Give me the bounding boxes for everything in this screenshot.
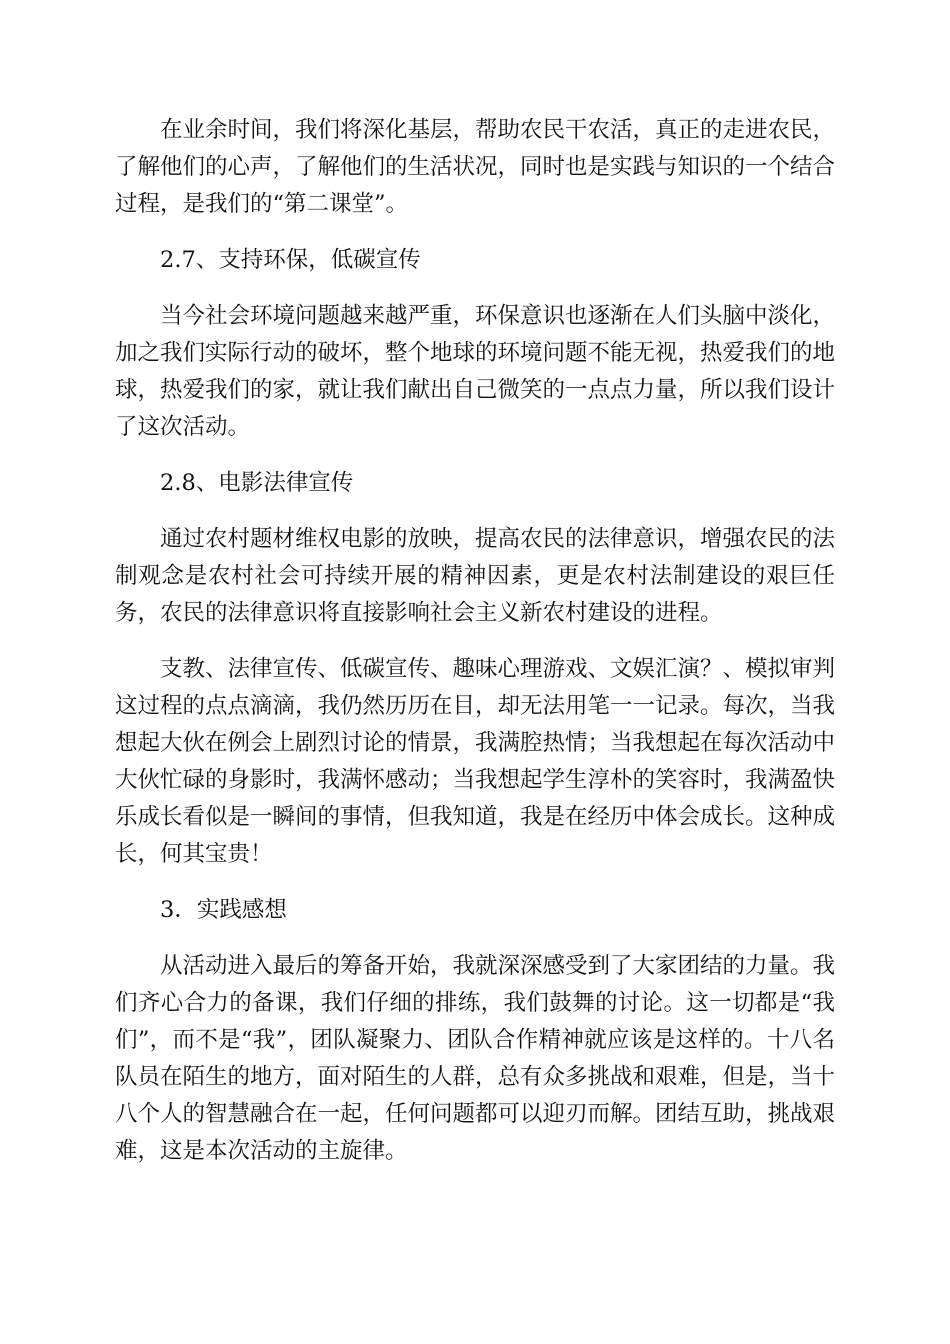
document-body bbox=[115, 112, 835, 1189]
heading-2-8-film-law: 2.8、电影法律宣传 bbox=[160, 470, 354, 496]
paragraph-memories: 支教、法律宣传、低碳宣传、趣味心理游戏、文娱汇演？、模拟审判这过程的点点滴滴，我仍然历历在目，却无法用笔一一记录。每次，当我想起大伙在例会上剧烈讨论的情景，我满腔热情；当我想起在每次活动中大伙忙碌的身影时，我满怀感动；当我想起学生淳朴的笑容时，我满盈快乐成长看似是一瞬间的事情，但我知道，我是在经历中体会成长。这种成长，何其宝贵！ bbox=[115, 656, 836, 867]
paragraph-teamwork: 从活动进入最后的筹备开始，我就深深感受到了大家团结的力量。我们齐心合力的备课，我们仔细的排练，我们鼓舞的讨论。这一切都是“我们”，而不是“我”，团队凝聚力、团队合作精神就应该是这样的。十八名队员在陌生的地方，面对陌生的人群，总有众多挑战和艰难，但是，当十八个人的智慧融合在一起，任何问题都可以迎刃而解。团结互助，挑战艰难，这是本次活动的主旋律。 bbox=[115, 953, 836, 1164]
heading-3-reflections: 3．实践感想 bbox=[160, 897, 287, 923]
paragraph-environment: 当今社会环境问题越来越严重，环保意识也逐渐在人们头脑中淡化，加之我们实际行动的破坏，整个地球的环境问题不能无视，热爱我们的地球，热爱我们的家，就让我们献出自己微笑的一点点力量，所以我们设计了这次活动。 bbox=[115, 303, 836, 440]
heading-2-7-environment: 2.7、支持环保，低碳宣传 bbox=[160, 247, 421, 273]
paragraph-film-law: 通过农村题材维权电影的放映，提高农民的法律意识，增强农民的法制观念是农村社会可持续开展的精神因素，更是农村法制建设的艰巨任务，农民的法律意识将直接影响社会主义新农村建设的进程。 bbox=[115, 526, 836, 626]
paragraph-farm-work: 在业余时间，我们将深化基层，帮助农民干农活，真正的走进农民，了解他们的心声，了解他们的生活状况，同时也是实践与知识的一个结合过程，是我们的“第二课堂”。 bbox=[115, 117, 836, 217]
